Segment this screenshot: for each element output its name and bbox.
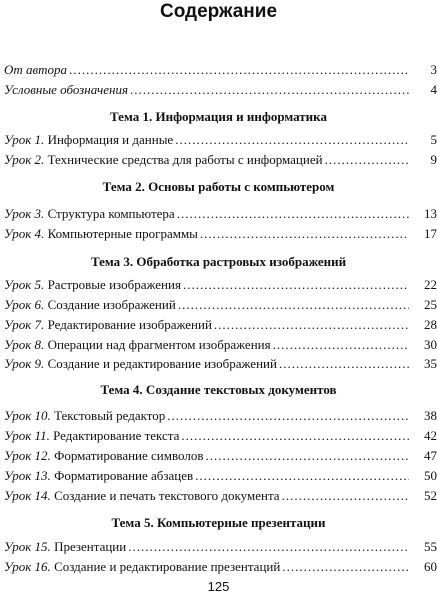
- toc-page-number: 25: [424, 297, 437, 312]
- lesson-number: Урок 13.: [4, 468, 51, 483]
- topic-heading-2: Тема 2. Основы работы с компьютером: [102, 179, 335, 194]
- toc-entry-author[interactable]: [4, 60, 437, 80]
- dot-leader: [181, 426, 409, 446]
- toc-entry-lesson-11[interactable]: [4, 426, 437, 446]
- toc-entry-lesson-7[interactable]: [4, 315, 437, 335]
- lesson-title: Создание и редактирование презентаций: [50, 559, 281, 574]
- toc-entry-lesson-5[interactable]: [4, 275, 437, 295]
- toc-page-number: 42: [424, 428, 437, 443]
- lesson-number: Урок 10.: [4, 408, 51, 423]
- lesson-number: Урок 6.: [4, 297, 45, 312]
- toc-page-number: 22: [424, 277, 437, 292]
- lesson-number: Урок 15.: [4, 539, 51, 554]
- lesson-title: Создание и редактирование изображений: [44, 356, 277, 371]
- lesson-title: Технические средства для работы с информацией: [44, 152, 323, 167]
- dot-leader: [214, 315, 409, 335]
- toc-page-number: 35: [424, 356, 437, 371]
- lesson-title: Структура компьютера: [44, 206, 175, 221]
- dot-leader: [175, 130, 409, 150]
- toc-entry-lesson-10[interactable]: [4, 406, 437, 426]
- toc-page-number: 60: [424, 559, 437, 574]
- toc-entry-lesson-16[interactable]: [4, 557, 437, 577]
- toc-page-number: 47: [424, 448, 437, 463]
- toc-page-number: 9: [430, 152, 437, 167]
- lesson-number: Урок 11.: [4, 428, 50, 443]
- lesson-title: Информация и данные: [44, 132, 174, 147]
- toc-page-number: 38: [424, 408, 437, 423]
- toc-page-number: 30: [424, 337, 437, 352]
- toc-entry-lesson-15[interactable]: [4, 537, 437, 557]
- toc-entry-label: От автора: [4, 62, 68, 77]
- dot-leader: [200, 224, 409, 244]
- toc-entry-lesson-8[interactable]: [4, 335, 437, 355]
- dot-leader: [183, 275, 409, 295]
- toc-page-number: 50: [424, 468, 437, 483]
- page-title: Содержание: [159, 1, 278, 22]
- dot-leader: [195, 466, 409, 486]
- topic-heading-5: Тема 5. Компьютерные презентации: [111, 515, 326, 530]
- lesson-title: Текстовый редактор: [50, 408, 166, 423]
- lesson-number: Урок 8.: [4, 337, 45, 352]
- toc-entry-lesson-14[interactable]: [4, 486, 437, 506]
- dot-leader: [282, 557, 409, 577]
- toc-page-number: 55: [424, 539, 437, 554]
- lesson-title: Редактирование текста: [49, 428, 180, 443]
- lesson-title: Операции над фрагментом изображения: [44, 337, 271, 352]
- toc-entry-label: Условные обозначения: [4, 82, 128, 97]
- dot-leader: [325, 150, 409, 170]
- lesson-number: Урок 5.: [4, 277, 45, 292]
- toc-entry-lesson-1[interactable]: [4, 130, 437, 150]
- toc-page-number: 28: [424, 317, 437, 332]
- lesson-number: Урок 7.: [4, 317, 45, 332]
- page-footer-number: 125: [207, 579, 230, 594]
- dot-leader: [128, 537, 409, 557]
- toc-entry-lesson-4[interactable]: [4, 224, 437, 244]
- toc-entry-lesson-13[interactable]: [4, 466, 437, 486]
- dot-leader: [167, 406, 409, 426]
- dot-leader: [177, 204, 409, 224]
- topic-heading-3: Тема 3. Обработка растровых изображений: [90, 254, 347, 269]
- lesson-title: Форматирование символов: [50, 448, 204, 463]
- dot-leader: [130, 80, 409, 100]
- dot-leader: [178, 295, 409, 315]
- lesson-title: Презентации: [50, 539, 127, 554]
- lesson-number: Урок 16.: [4, 559, 51, 574]
- toc-entry-lesson-9[interactable]: [4, 354, 437, 374]
- lesson-number: Урок 4.: [4, 226, 45, 241]
- lesson-number: Урок 2.: [4, 152, 45, 167]
- topic-heading-1: Тема 1. Информация и информатика: [110, 109, 327, 124]
- lesson-title: Создание и печать текстового документа: [50, 488, 280, 503]
- toc-page-number: 17: [424, 226, 437, 241]
- lesson-title: Компьютерные программы: [44, 226, 198, 241]
- lesson-number: Урок 9.: [4, 356, 45, 371]
- dot-leader: [69, 60, 409, 80]
- toc-entry-lesson-3[interactable]: [4, 204, 437, 224]
- toc-entry-lesson-6[interactable]: [4, 295, 437, 315]
- lesson-title: Редактирование изображений: [44, 317, 212, 332]
- toc-entry-lesson-12[interactable]: [4, 446, 437, 466]
- toc-page-number: 13: [424, 206, 437, 221]
- dot-leader: [279, 354, 409, 374]
- toc-page-number: 4: [430, 82, 437, 97]
- dot-leader: [282, 486, 409, 506]
- lesson-title: Форматирование абзацев: [50, 468, 194, 483]
- dot-leader: [273, 335, 409, 355]
- toc-page-number: 52: [424, 488, 437, 503]
- topic-heading-4: Тема 4. Создание текстовых документов: [100, 382, 337, 397]
- lesson-number: Урок 3.: [4, 206, 45, 221]
- toc-entry-legend[interactable]: [4, 80, 437, 100]
- lesson-number: Урок 14.: [4, 488, 51, 503]
- dot-leader: [205, 446, 409, 466]
- toc-entry-lesson-2[interactable]: [4, 150, 437, 170]
- lesson-title: Растровые изображения: [44, 277, 181, 292]
- toc-page-number: 3: [430, 62, 437, 77]
- toc-page-number: 5: [430, 132, 437, 147]
- lesson-title: Создание изображений: [44, 297, 176, 312]
- lesson-number: Урок 12.: [4, 448, 51, 463]
- lesson-number: Урок 1.: [4, 132, 45, 147]
